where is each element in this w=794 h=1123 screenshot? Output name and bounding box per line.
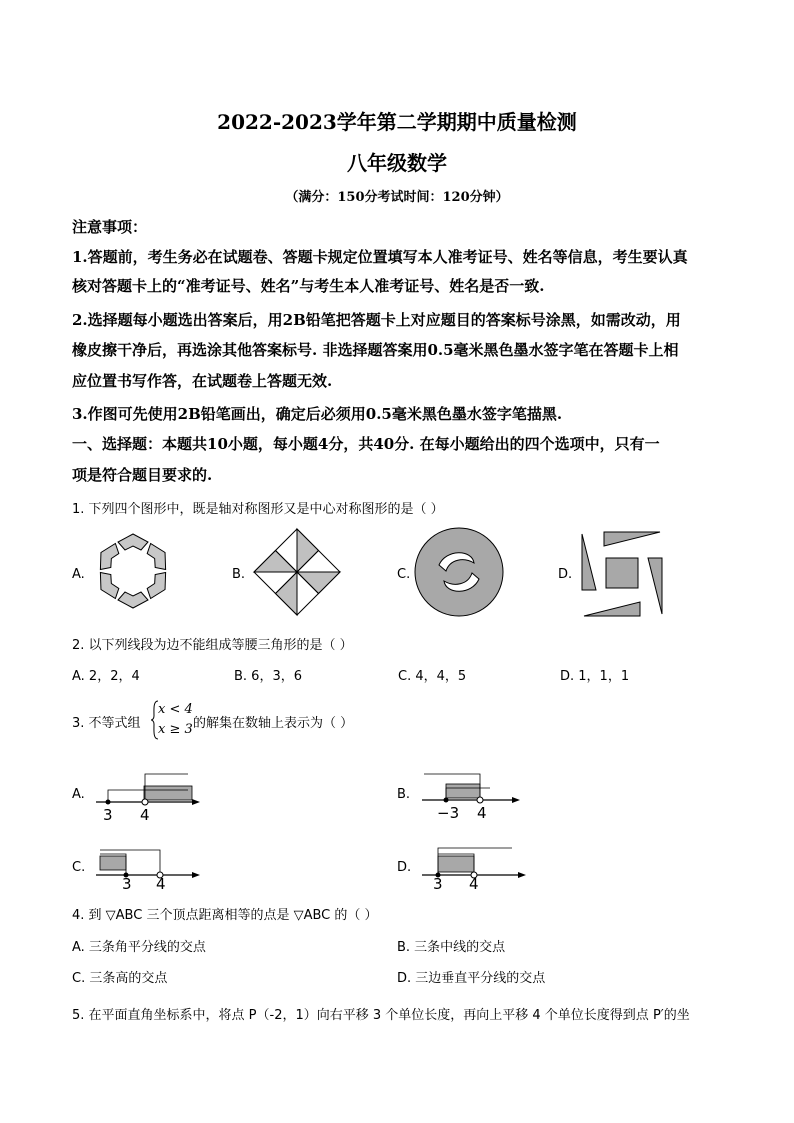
q3-a-tick-2: 4 [140, 806, 150, 824]
q3-d-tick-2: 4 [469, 875, 479, 893]
q1-option-d-label: D. [558, 567, 573, 582]
q4-option-a: A. 三条角平分线的交点 [72, 940, 206, 955]
q3-option-a-label: A. [72, 787, 85, 802]
q2-option-b: B. 6，3，6 [234, 669, 302, 684]
q1-option-c-label: C. [397, 567, 411, 582]
question-4-stem: 4. 到 ▽ABC 三个顶点距离相等的点是 ▽ABC 的（ ） [72, 908, 378, 923]
q3-c-tick-2: 4 [156, 875, 166, 893]
question-3-stem-pre: 3. 不等式组 [72, 716, 141, 731]
notice-line: 3.作图可先使用2B铅笔画出，确定后必须用0.5毫米黑色墨水签字笔描黑. [72, 405, 563, 423]
notice-line: 核对答题卡上的“准考证号、姓名”与考生本人准考证号、姓名是否一致. [72, 277, 545, 295]
notice-heading: 注意事项： [72, 218, 148, 236]
q3-d-tick-1: 3 [433, 875, 443, 893]
notice-line: 橡皮擦干净后，再选涂其他答案标号. 非选择题答案用0.5毫米黑色墨水签字笔在答题卡上相 [72, 341, 679, 359]
q3-option-c-label: C. [72, 860, 86, 875]
question-3-stem-post: 的解集在数轴上表示为（ ） [193, 716, 354, 731]
q2-option-a: A. 2，2，4 [72, 669, 140, 684]
q3-a-tick-1: 3 [103, 806, 113, 824]
section-heading: 项是符合题目要求的. [72, 466, 213, 484]
question-5-stem: 5. 在平面直角坐标系中，将点 P（-2，1）向右平移 3 个单位长度，再向上平移 4 个单位长度得到点 P′的坐 [72, 1008, 690, 1023]
q1-figure-d [576, 530, 668, 618]
page-title: 2022-2023学年第二学期期中质量检测 [217, 110, 577, 134]
section-heading: 一、选择题：本题共10小题，每小题4分，共40分. 在每小题给出的四个选项中，只有一 [72, 435, 660, 453]
q1-figure-a [88, 526, 178, 616]
q4-option-b: B. 三条中线的交点 [397, 940, 506, 955]
inequality-system [150, 700, 198, 740]
page-subtitle: 八年级数学 [347, 151, 447, 175]
inequality-2: x ≥ 3 [158, 722, 193, 737]
q3-b-tick-1: −3 [437, 804, 460, 822]
notice-line: 2.选择题每小题选出答案后，用2B铅笔把答题卡上对应题目的答案标号涂黑，如需改动，用 [72, 311, 681, 329]
q2-option-d: D. 1，1，1 [560, 669, 630, 684]
notice-line: 1.答题前，考生务必在试题卷、答题卡规定位置填写本人准考证号、姓名等信息，考生要认真 [72, 248, 688, 266]
q1-figure-c [414, 527, 504, 617]
question-1-stem: 1. 下列四个图形中，既是轴对称图形又是中心对称图形的是（ ） [72, 502, 444, 517]
q2-option-c: C. 4，4，5 [398, 669, 467, 684]
q3-b-tick-2: 4 [477, 804, 487, 822]
notice-line: 应位置书写作答，在试题卷上答题无效. [72, 372, 333, 390]
q3-option-b-label: B. [397, 787, 411, 802]
inequality-1: x < 4 [158, 702, 193, 717]
q3-numberline-c [94, 842, 204, 882]
q1-figure-b [252, 527, 342, 617]
q3-c-tick-1: 3 [122, 875, 132, 893]
question-2-stem: 2. 以下列线段为边不能组成等腰三角形的是（ ） [72, 638, 353, 653]
q3-option-d-label: D. [397, 860, 412, 875]
q1-option-b-label: B. [232, 567, 246, 582]
score-time-note: （满分：150分考试时间：120分钟） [285, 190, 509, 205]
q4-option-c: C. 三条高的交点 [72, 971, 168, 986]
q3-numberline-b [420, 770, 524, 822]
q4-option-d: D. 三边垂直平分线的交点 [397, 971, 546, 986]
q1-option-a-label: A. [72, 567, 85, 582]
